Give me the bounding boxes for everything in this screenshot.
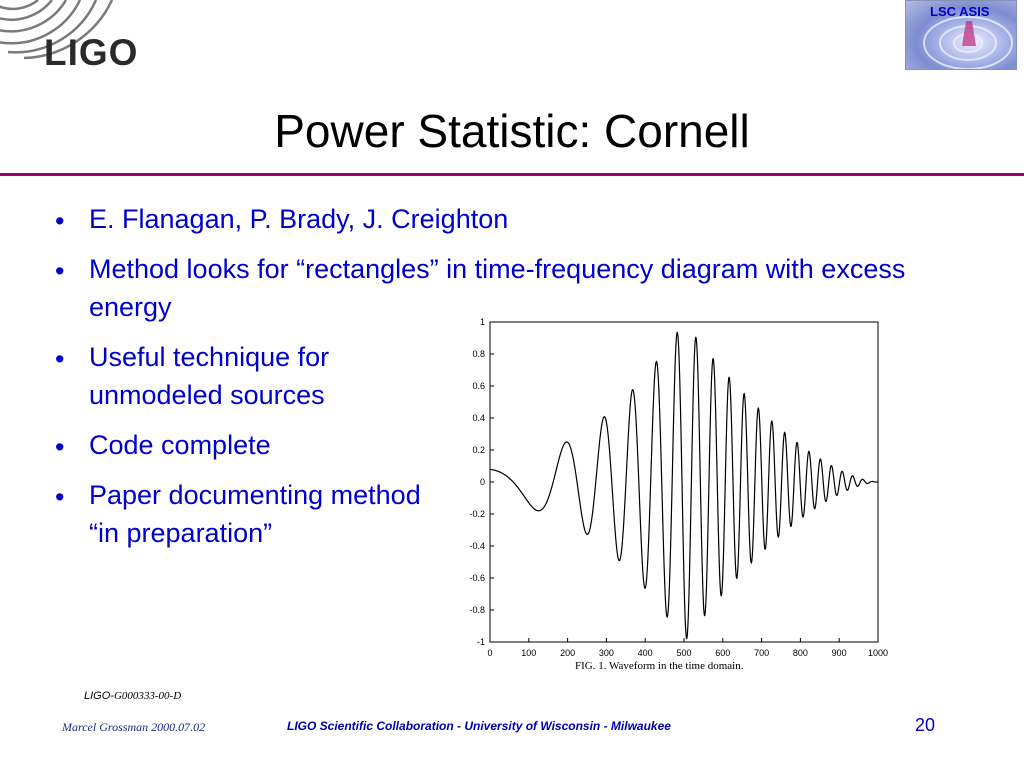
slide-title: Power Statistic: Cornell [274, 105, 750, 157]
bullet-item: E. Flanagan, P. Brady, J. Creighton [89, 204, 509, 234]
bullet-marker: • [55, 256, 65, 286]
y-tick-label: -0.2 [469, 509, 485, 519]
y-tick-label: 0.8 [472, 349, 485, 359]
x-tick-label: 900 [831, 648, 847, 658]
x-tick-label: 100 [521, 648, 537, 658]
waveform-series [490, 332, 878, 638]
bullet-item: Method looks for “rectangles” in time-frequency diagram with excess energy [89, 254, 906, 322]
footer-collaboration: LIGO Scientific Collaboration - University of Wisconsin - Milwaukee [287, 719, 671, 733]
document-id-number: G000333-00-D [113, 690, 182, 702]
bullet-marker: • [55, 482, 65, 512]
x-tick-label: 300 [598, 648, 614, 658]
y-tick-label: -0.8 [469, 605, 485, 615]
bullet-marker: • [55, 206, 65, 236]
y-tick-label: 1 [479, 317, 485, 327]
footer-author-date: Marcel Grossman 2000.07.02 [62, 720, 206, 734]
bullet-item: Useful technique for unmodeled sources [89, 342, 330, 410]
x-tick-label: 0 [487, 648, 493, 658]
y-tick-label: 0.4 [472, 413, 485, 423]
x-tick-label: 800 [792, 648, 808, 658]
page-number: 20 [915, 715, 936, 735]
bullet-item: Code complete [89, 430, 271, 460]
y-tick-label: -0.6 [469, 573, 485, 583]
x-tick-label: 700 [754, 648, 770, 658]
x-tick-label: 400 [637, 648, 653, 658]
document-id [84, 690, 181, 702]
bullet-item: Paper documenting method “in preparation” [89, 480, 421, 548]
y-tick-label: 0 [479, 477, 485, 487]
x-tick-label: 1000 [867, 648, 889, 658]
x-tick-label: 200 [560, 648, 576, 658]
y-tick-label: 0.6 [472, 381, 485, 391]
bullet-marker: • [55, 344, 65, 374]
chart-caption: FIG. 1. Waveform in the time domain. [575, 660, 744, 672]
ligo-logo: LIGO [44, 32, 139, 73]
x-tick-label: 600 [715, 648, 731, 658]
waveform-chart [455, 312, 900, 677]
x-tick-label: 500 [676, 648, 692, 658]
x-axis [487, 638, 888, 658]
document-id-prefix: LIGO- [84, 690, 114, 702]
y-tick-label: -1 [476, 637, 485, 647]
y-tick-label: 0.2 [472, 445, 485, 455]
title-divider [0, 173, 1024, 176]
y-tick-label: -0.4 [469, 541, 485, 551]
lsc-asis-badge [905, 0, 1017, 70]
bullet-marker: • [55, 432, 65, 462]
badge-label: LSC ASIS [930, 4, 990, 19]
